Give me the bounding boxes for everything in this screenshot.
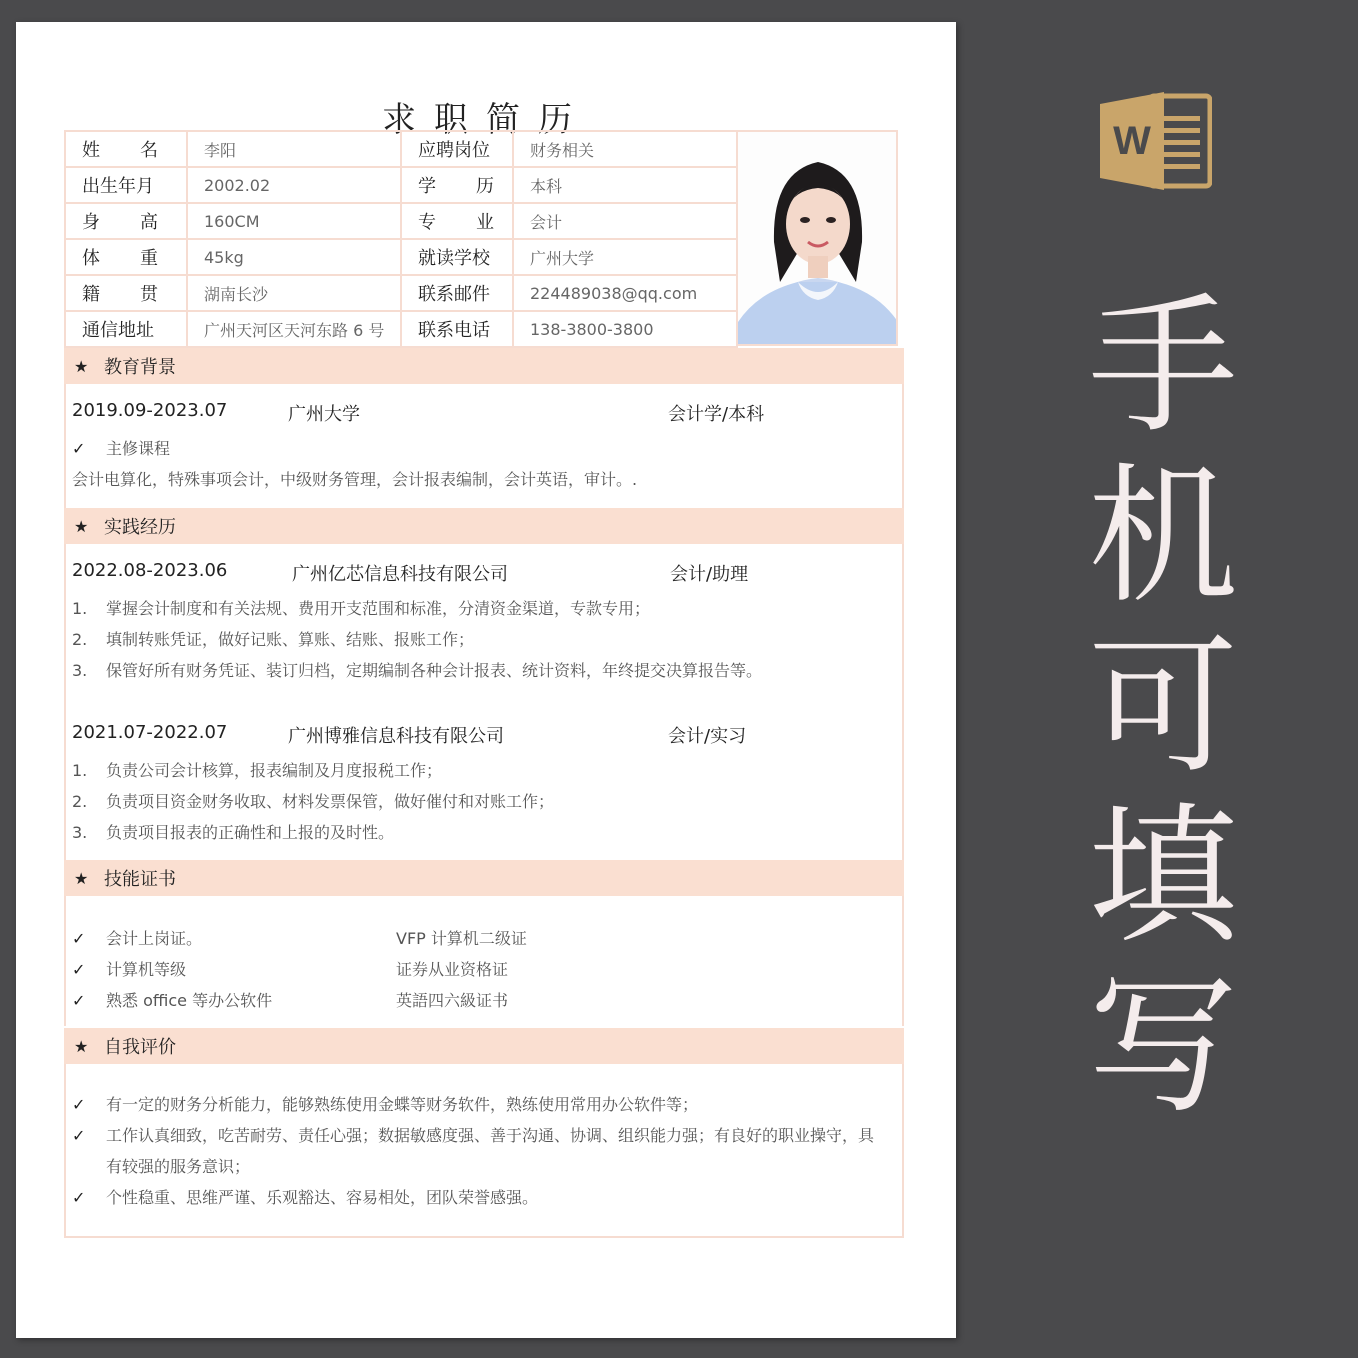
star-icon: ★ [74, 516, 89, 536]
self-eval-frame [64, 1062, 904, 1238]
self-eval-header [64, 1028, 904, 1064]
job-duty: 3. 保管好所有财务凭证、装订归档，定期编制各种会计报表、统计资料，年终提交决算报告等。 [72, 661, 763, 680]
star-icon: ★ [74, 868, 89, 888]
info-value: 2002.02 [187, 167, 401, 203]
skill-item: 证券从业资格证 [396, 960, 509, 979]
job-duty: 2. 填制转账凭证，做好记账、算账、结账、报账工作； [72, 630, 475, 649]
courses-label-row [72, 436, 170, 459]
info-value: 广州天河区天河东路 6 号 [187, 311, 401, 347]
info-row [65, 239, 737, 275]
info-label: 学 历 [401, 167, 513, 203]
side-title-char: 写 [1088, 960, 1239, 1134]
education-heading: 教育背景 [104, 357, 176, 378]
check-icon: ✓ [72, 1095, 86, 1114]
profile-photo [738, 130, 898, 346]
info-label: 就读学校 [401, 239, 513, 275]
skills-heading: 技能证书 [104, 869, 176, 890]
job-role: 会计/实习 [668, 726, 747, 747]
job-period: 2022.08-2023.06 [72, 560, 228, 581]
info-label: 出生年月 [65, 167, 187, 203]
info-value: 广州大学 [513, 239, 737, 275]
self-eval-item: ✓ 个性稳重、思维严谨、乐观豁达、容易相处，团队荣誉感强。 [72, 1188, 539, 1207]
education-header [64, 348, 904, 384]
check-icon: ✓ [72, 1126, 86, 1145]
resume-page [16, 22, 956, 1338]
self-eval-item: ✓ 工作认真细致，吃苦耐劳、责任心强；数据敏感度强、善于沟通、协调、组织能力强；有良好的职业操守，具 [72, 1126, 875, 1145]
education-school: 广州大学 [288, 404, 360, 425]
check-icon: ✓ [72, 1188, 86, 1207]
info-value: 45kg [187, 239, 401, 275]
side-title-char: 填 [1088, 790, 1239, 964]
info-label: 联系电话 [401, 311, 513, 347]
side-title-char: 手 [1088, 280, 1239, 454]
skill-item: ✓ 熟悉 office 等办公软件 [72, 991, 273, 1010]
practice-header [64, 508, 904, 544]
practice-frame [64, 542, 904, 860]
portrait-illustration [738, 132, 898, 346]
job-role: 会计/助理 [670, 564, 749, 585]
svg-text:W: W [1113, 119, 1151, 163]
info-label: 姓 名 [65, 131, 187, 167]
job-duty: 1. 掌握会计制度和有关法规、费用开支范围和标准，分清资金渠道，专款专用； [72, 599, 651, 618]
practice-heading: 实践经历 [104, 517, 176, 538]
check-icon: ✓ [72, 960, 86, 979]
education-period: 2019.09-2023.07 [72, 400, 228, 421]
info-label: 联系邮件 [401, 275, 513, 311]
courses-label: 主修课程 [106, 439, 171, 458]
side-title-char: 机 [1088, 450, 1239, 624]
info-label: 身 高 [65, 203, 187, 239]
info-label: 体 重 [65, 239, 187, 275]
info-row [65, 275, 737, 311]
info-row [65, 203, 737, 239]
self-eval-heading: 自我评价 [104, 1037, 176, 1058]
info-value: 李阳 [187, 131, 401, 167]
job-company: 广州博雅信息科技有限公司 [288, 726, 504, 747]
resume-title: 求职简历 [382, 100, 590, 140]
star-icon: ★ [74, 1036, 89, 1056]
skill-item: VFP 计算机二级证 [396, 929, 527, 948]
bottom-border [64, 1236, 904, 1238]
info-value: 湖南长沙 [187, 275, 401, 311]
info-label: 专 业 [401, 203, 513, 239]
side-title-char: 可 [1088, 620, 1239, 794]
info-row [65, 131, 737, 167]
info-label: 应聘岗位 [401, 131, 513, 167]
info-row [65, 311, 737, 347]
star-icon: ★ [74, 356, 89, 376]
skills-header [64, 860, 904, 896]
info-value: 138-3800-3800 [513, 311, 737, 347]
info-value: 会计 [513, 203, 737, 239]
check-icon: ✓ [72, 991, 86, 1010]
skill-item: ✓ 会计上岗证。 [72, 929, 203, 948]
skill-item: ✓ 计算机等级 [72, 960, 187, 979]
courses-text: 会计电算化，特殊事项会计，中级财务管理，会计报表编制，会计英语，审计。. [72, 470, 638, 489]
job-period: 2021.07-2022.07 [72, 722, 228, 743]
basic-info-table [64, 130, 738, 348]
education-degree: 会计学/本科 [668, 404, 765, 425]
side-title [1088, 282, 1238, 1132]
job-company: 广州亿芯信息科技有限公司 [292, 564, 508, 585]
check-icon: ✓ [72, 439, 86, 458]
self-eval-item: ✓ 有一定的财务分析能力，能够熟练使用金蝶等财务软件，熟练使用常用办公软件等； [72, 1095, 699, 1114]
self-eval-item-continued: 有较强的服务意识； [106, 1157, 251, 1176]
skill-item: 英語四六級证书 [396, 991, 509, 1010]
job-duty: 1. 负责公司会计核算，报表编制及月度报税工作； [72, 761, 443, 780]
info-value: 财务相关 [513, 131, 737, 167]
info-value: 160CM [187, 203, 401, 239]
word-document-icon [1098, 90, 1212, 192]
job-duty: 3. 负责项目报表的正确性和上报的及时性。 [72, 823, 395, 842]
job-duty: 2. 负责项目资金财务收取、材料发票保管，做好催付和对账工作； [72, 792, 555, 811]
info-label: 籍 贯 [65, 275, 187, 311]
info-label: 通信地址 [65, 311, 187, 347]
info-value: 224489038@qq.com [513, 275, 737, 311]
check-icon: ✓ [72, 929, 86, 948]
info-row [65, 167, 737, 203]
info-value: 本科 [513, 167, 737, 203]
